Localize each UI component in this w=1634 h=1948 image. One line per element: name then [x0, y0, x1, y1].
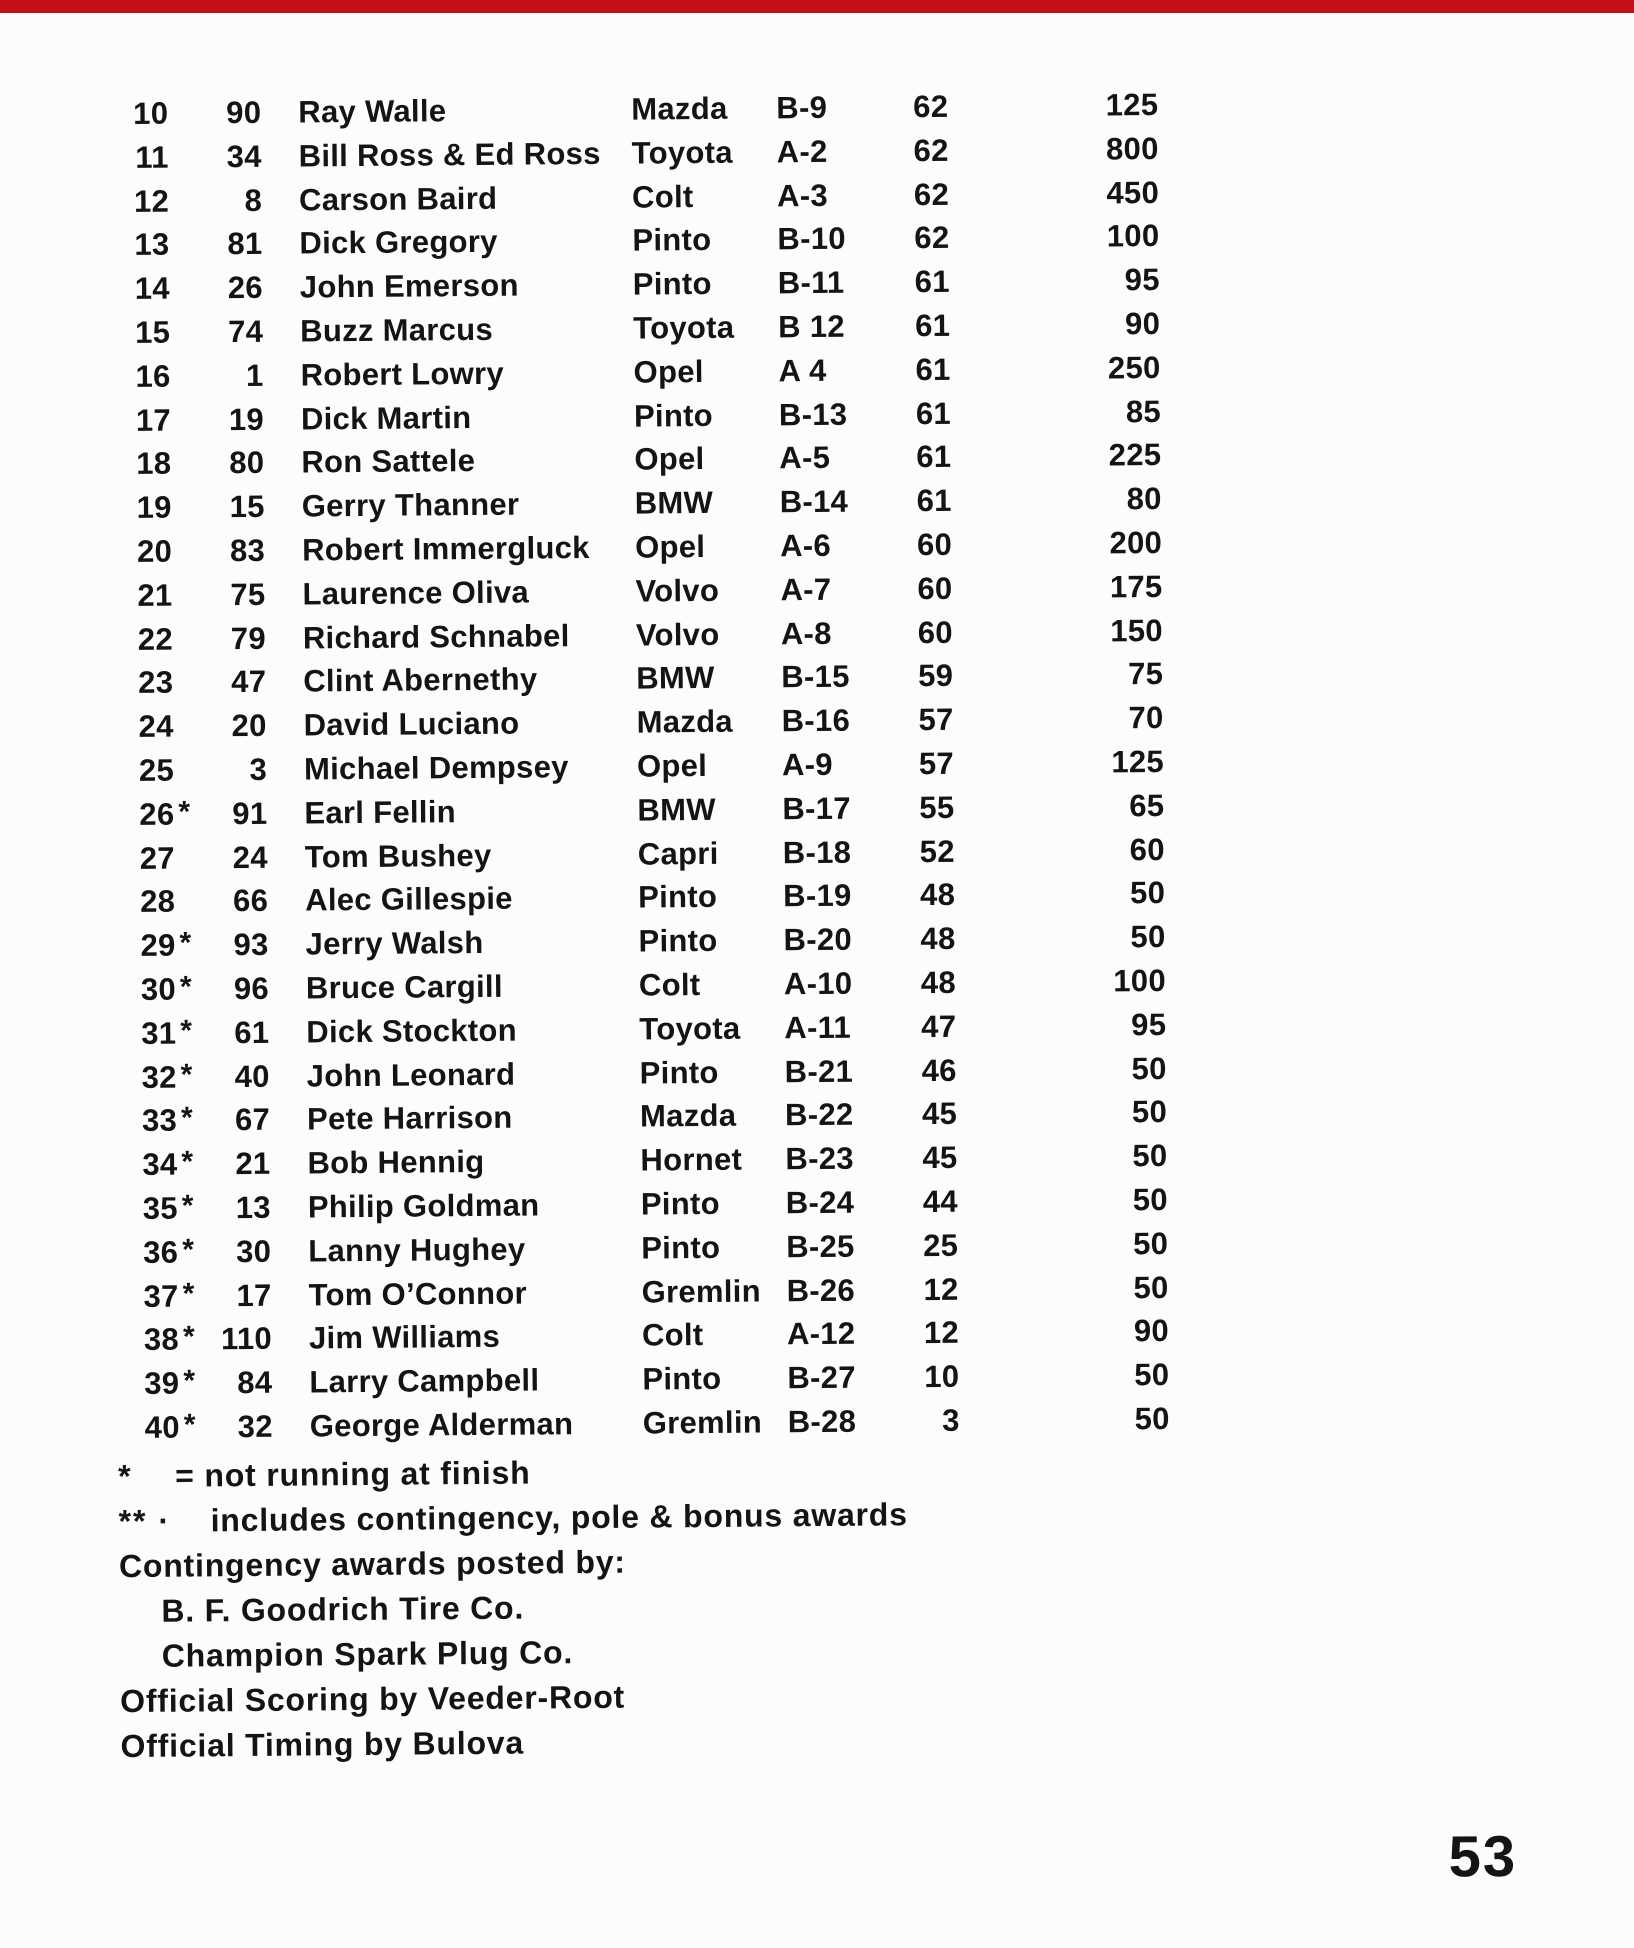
driver-cell: Robert Lowry: [300, 355, 505, 393]
car-make-cell: Toyota: [633, 309, 735, 346]
car-make-cell: Opel: [633, 353, 704, 390]
footnote-text: includes contingency, pole & bonus awards: [210, 1496, 908, 1539]
laps-cell: 61: [916, 482, 952, 519]
driver-cell: Carson Baird: [298, 180, 498, 218]
driver-cell: Richard Schnabel: [302, 617, 570, 656]
award-cell: 50: [1132, 1225, 1169, 1261]
position-cell: 39 *: [117, 1362, 179, 1406]
award-cell: 450: [1106, 174, 1160, 211]
footnote-marker: ** ·: [118, 1502, 172, 1540]
car-make-cell: Toyota: [639, 1010, 741, 1047]
award-cell: 60: [1129, 831, 1165, 867]
driver-cell: Earl Fellin: [304, 793, 457, 831]
car-number-cell: 90: [226, 94, 262, 131]
car-number-cell: 47: [231, 664, 267, 700]
car-number-cell: 74: [227, 313, 264, 350]
laps-cell: 61: [916, 439, 952, 475]
car-make-cell: Gremlin: [641, 1273, 762, 1310]
award-cell: 95: [1131, 1006, 1167, 1042]
award-cell: 50: [1129, 875, 1166, 911]
class-cell: A-12: [786, 1315, 856, 1352]
class-cell: B-24: [785, 1184, 855, 1221]
class-cell: B-21: [784, 1053, 854, 1089]
class-cell: A-5: [779, 440, 831, 476]
position-cell: 31 *: [114, 1011, 176, 1055]
laps-cell: 12: [923, 1315, 960, 1351]
class-cell: B-10: [777, 221, 846, 257]
class-cell: B-18: [782, 834, 852, 870]
car-make-cell: BMW: [637, 791, 716, 828]
award-cell: 250: [1107, 349, 1161, 386]
class-cell: B-23: [785, 1140, 855, 1177]
footnote-marker: *: [118, 1458, 132, 1495]
award-cell: 200: [1109, 524, 1163, 561]
class-cell: B-20: [783, 921, 853, 958]
award-cell: 50: [1132, 1138, 1168, 1174]
car-make-cell: Pinto: [640, 1185, 720, 1222]
car-make-cell: Gremlin: [642, 1404, 763, 1441]
dnf-asterisk: *: [179, 970, 193, 1004]
car-number-cell: 24: [232, 839, 268, 875]
class-cell: B-15: [781, 659, 850, 695]
class-cell: B-28: [787, 1403, 857, 1440]
car-number-cell: 13: [235, 1189, 272, 1226]
laps-cell: 59: [918, 658, 954, 694]
award-cell: 175: [1109, 568, 1163, 605]
car-make-cell: Pinto: [641, 1229, 721, 1266]
car-number-cell: 67: [234, 1102, 271, 1138]
car-number-cell: 93: [233, 926, 269, 963]
laps-cell: 48: [920, 920, 956, 957]
car-make-cell: Mazda: [639, 1098, 737, 1134]
driver-cell: Bill Ross & Ed Ross: [298, 135, 601, 174]
footnote-text: B. F. Goodrich Tire Co.: [161, 1589, 525, 1629]
car-make-cell: Colt: [638, 966, 701, 1003]
car-make-cell: Opel: [634, 441, 705, 477]
footnote-text: Champion Spark Plug Co.: [161, 1634, 574, 1674]
position-cell: 18: [136, 445, 172, 482]
award-cell: 100: [1113, 962, 1167, 999]
driver-cell: Gerry Thanner: [301, 486, 520, 524]
laps-cell: 62: [913, 88, 949, 125]
position-cell: 35 *: [116, 1187, 178, 1231]
laps-cell: 46: [921, 1052, 957, 1088]
award-cell: 65: [1129, 787, 1165, 824]
laps-cell: 61: [915, 351, 951, 387]
car-make-cell: BMW: [636, 660, 715, 696]
laps-cell: 48: [920, 964, 957, 1001]
car-number-cell: 26: [227, 270, 263, 306]
position-cell: 27: [139, 840, 175, 876]
class-cell: B-16: [781, 702, 851, 739]
laps-cell: 57: [918, 701, 954, 738]
dnf-asterisk: *: [181, 1145, 194, 1179]
car-make-cell: Colt: [631, 178, 694, 215]
position-cell: 14: [134, 270, 170, 307]
dnf-asterisk: *: [183, 1408, 196, 1442]
position-cell: 12: [133, 183, 170, 219]
car-number-cell: 110: [220, 1321, 273, 1357]
car-make-cell: Capri: [637, 835, 719, 872]
car-number-cell: 80: [229, 445, 265, 481]
laps-cell: 62: [913, 132, 949, 168]
car-number-cell: 75: [230, 576, 266, 612]
car-number-cell: 83: [229, 532, 266, 569]
results-table: [0, 79, 1634, 1451]
position-cell: 29 *: [113, 924, 175, 968]
car-number-cell: 81: [227, 226, 263, 262]
laps-cell: 62: [914, 220, 950, 256]
class-cell: B-22: [784, 1097, 854, 1133]
driver-cell: Michael Dempsey: [303, 749, 569, 787]
laps-cell: 3: [942, 1402, 960, 1438]
car-number-cell: 17: [236, 1277, 272, 1313]
laps-cell: 12: [923, 1271, 959, 1307]
car-make-cell: Opel: [636, 747, 708, 784]
car-make-cell: Colt: [641, 1317, 704, 1353]
car-make-cell: Pinto: [633, 397, 714, 434]
laps-cell: 61: [914, 307, 951, 344]
laps-cell: 25: [922, 1227, 959, 1263]
laps-cell: 10: [924, 1358, 960, 1395]
footnotes: [118, 1443, 1421, 1769]
driver-cell: Bob Hennig: [307, 1144, 485, 1181]
driver-cell: Alec Gillespie: [305, 881, 513, 918]
position-cell: 16: [135, 358, 171, 394]
award-cell: 50: [1133, 1269, 1169, 1305]
driver-cell: Buzz Marcus: [300, 311, 494, 349]
car-make-cell: Pinto: [632, 266, 712, 302]
car-number-cell: 32: [237, 1408, 273, 1444]
driver-cell: Tom Bushey: [304, 837, 492, 875]
driver-cell: Tom O’Connor: [308, 1275, 528, 1312]
laps-cell: 44: [922, 1183, 958, 1220]
car-make-cell: Volvo: [635, 572, 720, 609]
laps-cell: 61: [915, 395, 952, 431]
car-number-cell: 19: [228, 401, 265, 437]
car-number-cell: 61: [234, 1014, 270, 1050]
award-cell: 50: [1131, 1094, 1168, 1130]
class-cell: A-3: [776, 177, 829, 213]
car-number-cell: 96: [233, 970, 270, 1007]
laps-cell: 62: [913, 176, 950, 212]
driver-cell: Ron Sattele: [301, 443, 476, 480]
car-make-cell: Volvo: [635, 616, 720, 653]
dnf-asterisk: *: [182, 1276, 195, 1311]
award-cell: 90: [1124, 305, 1161, 342]
award-cell: 50: [1131, 1050, 1167, 1086]
position-cell: 15: [134, 314, 171, 350]
car-number-cell: 3: [249, 751, 268, 787]
award-cell: 125: [1105, 86, 1159, 123]
driver-cell: Ray Walle: [298, 93, 447, 130]
class-cell: B-17: [782, 790, 851, 827]
position-cell: 10: [133, 95, 169, 131]
class-cell: A-11: [784, 1009, 852, 1046]
car-make-cell: Pinto: [639, 1054, 719, 1091]
position-cell: 40 *: [118, 1405, 180, 1449]
car-make-cell: Toyota: [631, 134, 733, 171]
driver-cell: David Luciano: [303, 705, 520, 743]
driver-cell: Dick Martin: [300, 399, 472, 437]
dnf-asterisk: *: [182, 1320, 196, 1354]
laps-cell: 60: [916, 526, 953, 563]
laps-cell: 60: [917, 570, 953, 606]
class-cell: B 12: [778, 308, 846, 345]
footnote-text: = not running at finish: [175, 1454, 531, 1494]
dnf-asterisk: *: [178, 795, 191, 829]
award-cell: 125: [1111, 743, 1165, 780]
position-cell: 28: [139, 883, 176, 920]
driver-cell: Laurence Oliva: [302, 574, 530, 612]
car-number-cell: 91: [232, 795, 268, 831]
driver-cell: Jim Williams: [308, 1319, 501, 1356]
class-cell: B-27: [787, 1359, 856, 1396]
car-make-cell: Pinto: [642, 1360, 722, 1397]
position-cell: 33 *: [115, 1099, 177, 1143]
driver-cell: Dick Gregory: [299, 224, 498, 261]
car-number-cell: 84: [237, 1364, 273, 1401]
position-cell: 20: [136, 533, 173, 569]
dnf-asterisk: *: [180, 1101, 194, 1135]
car-number-cell: 66: [232, 883, 269, 919]
class-cell: B-25: [786, 1228, 855, 1265]
car-number-cell: 34: [226, 138, 262, 174]
driver-cell: Philip Goldman: [307, 1187, 540, 1225]
car-number-cell: 15: [229, 488, 265, 525]
class-cell: A-8: [780, 615, 832, 651]
class-cell: A-6: [779, 527, 832, 564]
position-cell: 30 *: [114, 968, 176, 1012]
car-make-cell: BMW: [634, 485, 714, 521]
car-number-cell: 21: [235, 1145, 271, 1182]
class-cell: B-11: [777, 264, 845, 301]
position-cell: 11: [135, 139, 169, 175]
driver-cell: John Emerson: [299, 267, 519, 305]
award-cell: 90: [1133, 1313, 1170, 1349]
driver-cell: Jerry Walsh: [305, 925, 484, 962]
award-cell: 800: [1105, 130, 1159, 167]
driver-cell: Clint Abernethy: [303, 661, 538, 699]
car-make-cell: Mazda: [636, 703, 734, 740]
page-number: 53: [1448, 1823, 1518, 1890]
laps-cell: 45: [921, 1096, 958, 1132]
car-make-cell: Mazda: [631, 90, 728, 127]
position-cell: 37 *: [116, 1274, 178, 1318]
footnote-text: Contingency awards posted by:: [118, 1543, 626, 1585]
class-cell: A-10: [783, 965, 853, 1002]
position-cell: 24: [138, 708, 174, 745]
position-cell: 17: [135, 402, 172, 438]
class-cell: B-9: [776, 89, 828, 126]
laps-cell: 60: [917, 614, 954, 650]
laps-cell: 47: [921, 1008, 957, 1044]
class-cell: A 4: [778, 352, 827, 389]
position-cell: 19: [136, 489, 172, 526]
position-cell: 13: [134, 227, 170, 263]
class-cell: B-14: [779, 483, 849, 520]
driver-cell: Pete Harrison: [306, 1099, 513, 1137]
footnote-text: Official Scoring by Veeder-Root: [120, 1678, 626, 1720]
class-cell: B-13: [778, 396, 848, 432]
driver-cell: Dick Stockton: [306, 1012, 518, 1050]
car-make-cell: Pinto: [638, 923, 718, 959]
laps-cell: 61: [914, 264, 950, 300]
award-cell: 100: [1106, 218, 1160, 254]
award-cell: 50: [1134, 1400, 1170, 1437]
award-cell: 80: [1126, 481, 1162, 517]
position-cell: 22: [137, 621, 174, 657]
dnf-asterisk: *: [180, 1014, 193, 1048]
award-cell: 75: [1127, 656, 1164, 692]
car-number-cell: 1: [245, 357, 264, 393]
position-cell: 26 *: [112, 792, 174, 836]
award-cell: 85: [1125, 393, 1162, 429]
position-cell: 21: [137, 577, 173, 613]
award-cell: 70: [1128, 700, 1164, 736]
driver-cell: Lanny Hughey: [308, 1231, 526, 1269]
laps-cell: 48: [919, 877, 956, 913]
car-number-cell: 20: [231, 707, 267, 744]
award-cell: 95: [1124, 262, 1160, 298]
driver-cell: Larry Campbell: [309, 1362, 540, 1400]
dnf-asterisk: *: [183, 1364, 196, 1398]
award-cell: 50: [1130, 919, 1166, 955]
laps-cell: 55: [919, 789, 955, 825]
driver-cell: John Leonard: [306, 1056, 516, 1093]
dnf-asterisk: *: [182, 1233, 195, 1267]
position-cell: 36 *: [116, 1230, 178, 1274]
laps-cell: 52: [919, 833, 955, 869]
car-number-cell: 79: [230, 620, 267, 656]
car-make-cell: Opel: [634, 528, 706, 565]
position-cell: 32 *: [115, 1055, 177, 1099]
class-cell: A-9: [781, 746, 834, 783]
award-cell: 50: [1134, 1357, 1170, 1393]
position-cell: 34 *: [115, 1143, 177, 1187]
position-cell: 38 *: [117, 1318, 179, 1362]
car-make-cell: Hornet: [640, 1141, 743, 1178]
car-number-cell: 40: [234, 1058, 270, 1094]
car-number-cell: 8: [244, 182, 263, 218]
award-cell: 225: [1108, 437, 1162, 473]
car-make-cell: Pinto: [638, 879, 718, 915]
car-number-cell: 30: [236, 1233, 272, 1269]
laps-cell: 45: [922, 1139, 958, 1176]
award-cell: 50: [1132, 1181, 1168, 1218]
dnf-asterisk: *: [180, 1057, 193, 1092]
position-cell: 25: [138, 752, 175, 788]
dnf-asterisk: *: [181, 1189, 194, 1223]
dnf-asterisk: *: [179, 926, 192, 960]
laps-cell: 57: [918, 745, 955, 782]
award-cell: 150: [1110, 612, 1164, 648]
driver-cell: Bruce Cargill: [305, 968, 503, 1006]
class-cell: A-2: [776, 133, 828, 170]
class-cell: A-7: [780, 571, 832, 608]
class-cell: B-26: [786, 1272, 856, 1308]
class-cell: B-19: [783, 878, 852, 914]
car-make-cell: Pinto: [632, 222, 712, 258]
driver-cell: George Alderman: [309, 1406, 574, 1444]
footnote-text: Official Timing by Bulova: [120, 1724, 525, 1765]
driver-cell: Robert Immergluck: [301, 529, 590, 568]
position-cell: 23: [138, 664, 174, 701]
